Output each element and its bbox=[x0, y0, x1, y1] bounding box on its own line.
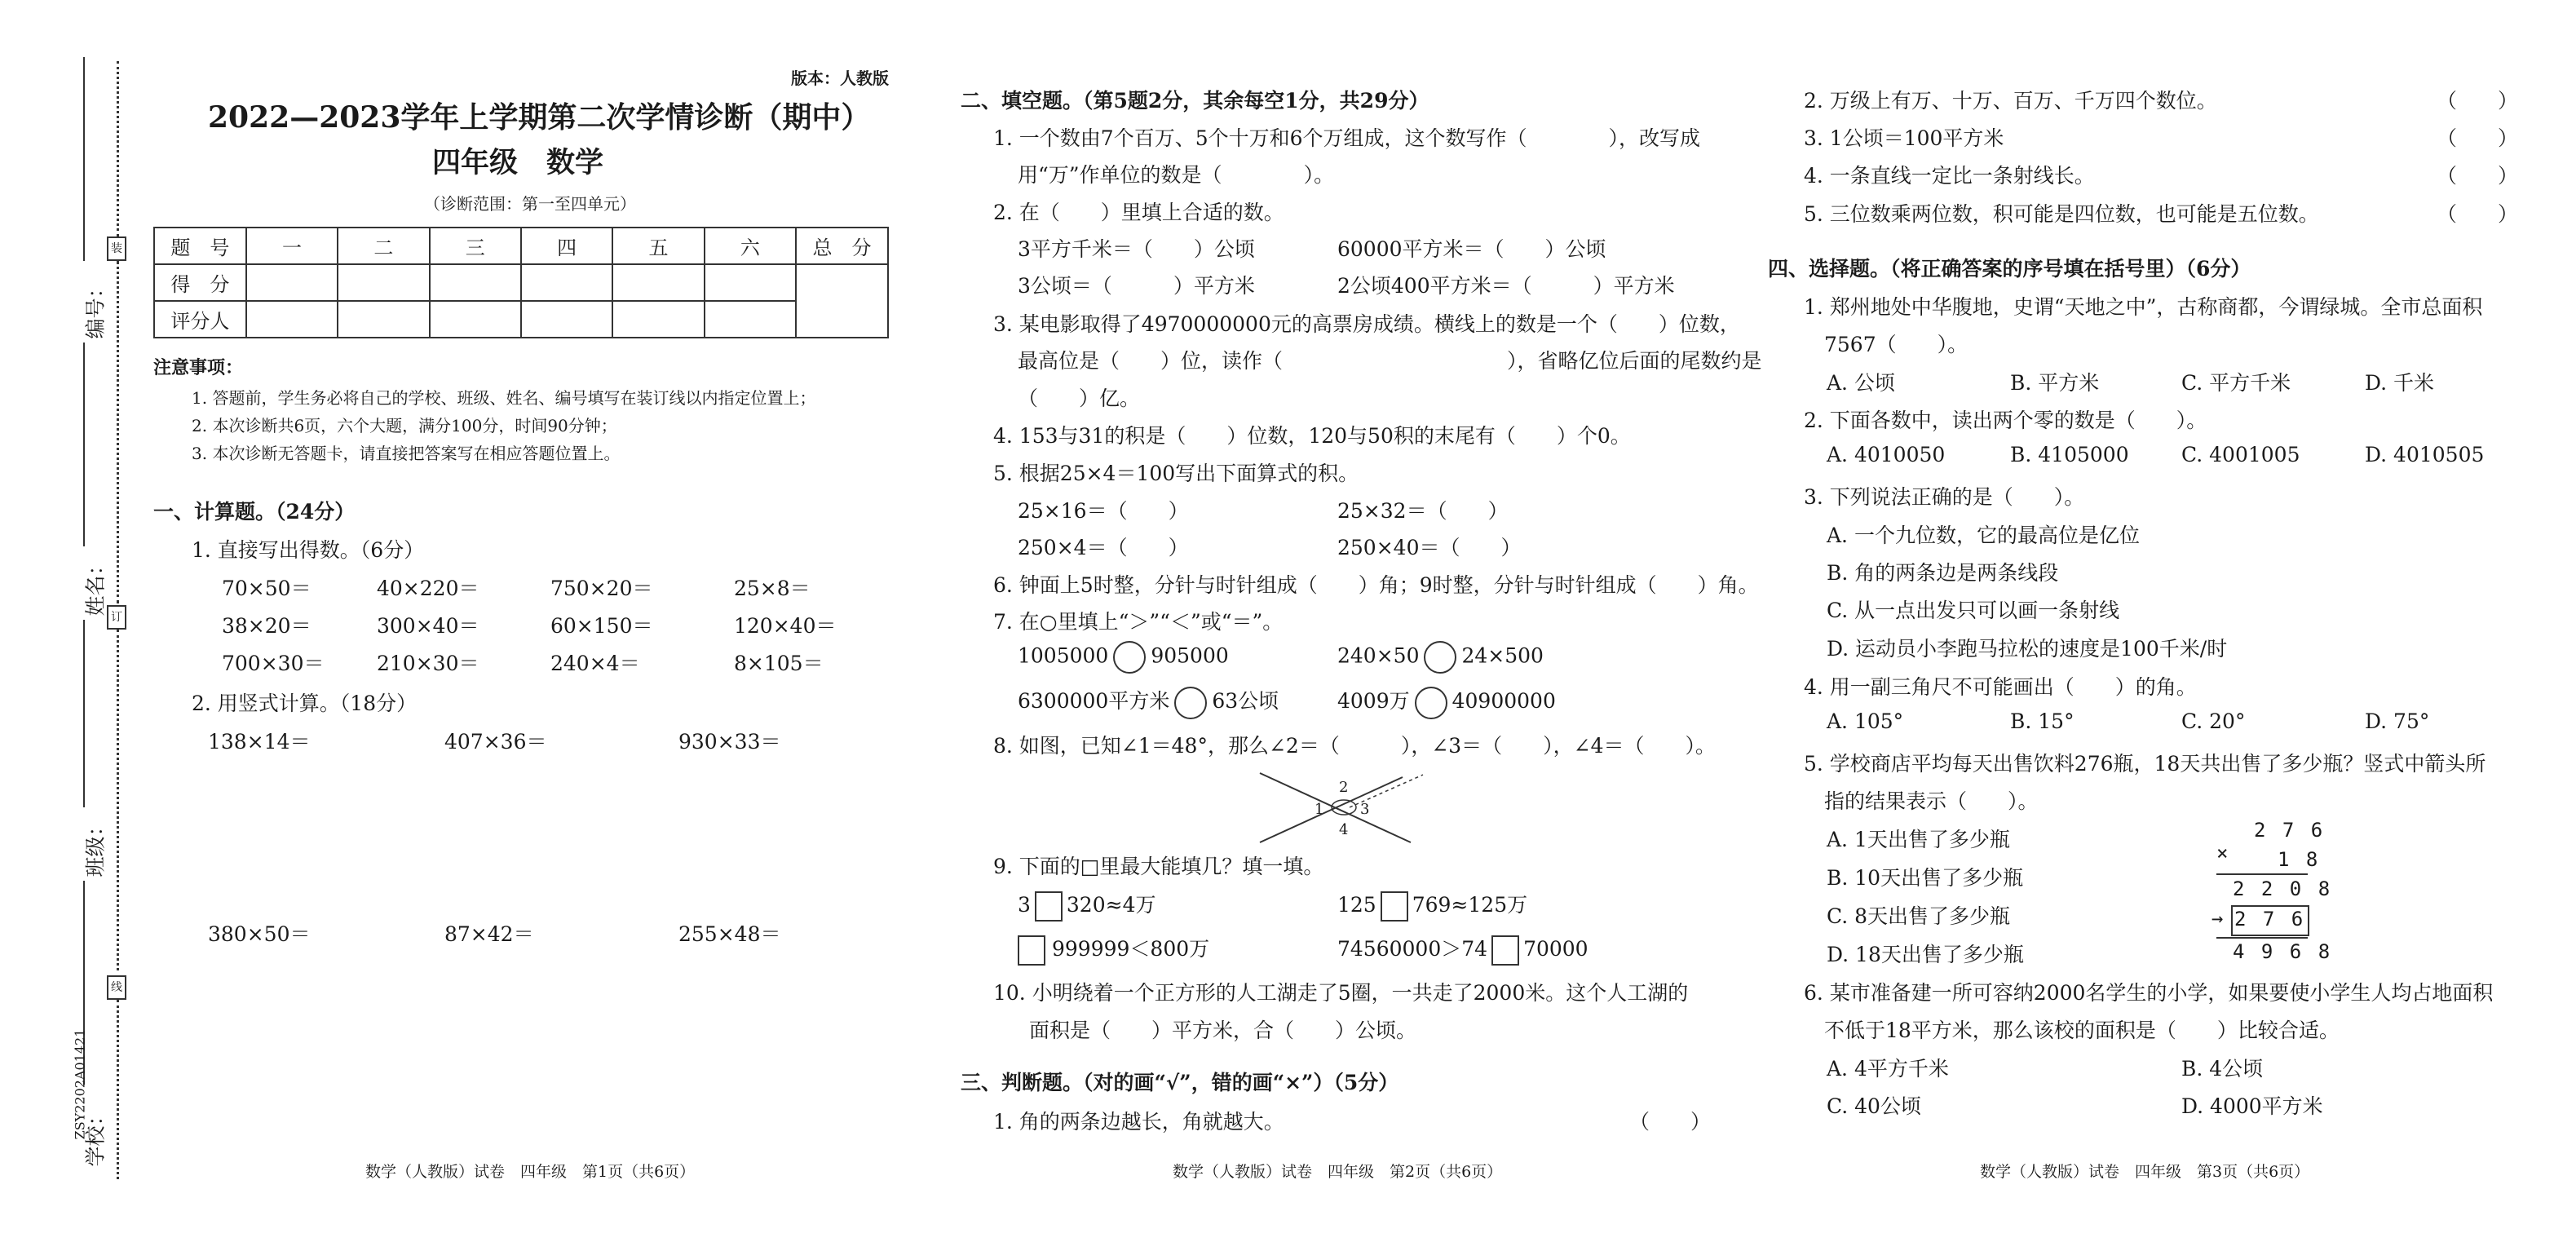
question: 2. 用竖式计算。（18分） bbox=[192, 692, 418, 715]
question: 1. 一个数由7个百万、5个十万和6个万组成，这个数写作（ ），改写成 bbox=[993, 126, 1701, 150]
question: 1. 角的两条边越长，角就越大。 bbox=[993, 1110, 1284, 1134]
compare-circle[interactable] bbox=[1415, 687, 1447, 719]
version-label: 版本：人教版 bbox=[791, 69, 889, 88]
angle-diagram bbox=[1256, 765, 1427, 846]
question: 指的结果表示（ ）。 bbox=[1824, 789, 2039, 813]
question: 4. 一条直线一定比一条射线长。 bbox=[1804, 164, 2095, 188]
exam-title: 2022—2023学年上学期第二次学情诊断（期中） bbox=[208, 100, 871, 135]
question: 3. 1公顷＝100平方米 bbox=[1804, 126, 2004, 150]
fill-box-item bbox=[1018, 933, 1209, 966]
score-input-cell[interactable] bbox=[521, 301, 612, 338]
question: 1. 直接写出得数。（6分） bbox=[192, 538, 425, 562]
score-input-cell[interactable] bbox=[338, 301, 429, 338]
calc-item: 138×14＝ bbox=[208, 730, 311, 754]
answer-box[interactable] bbox=[1018, 935, 1045, 966]
diagram-line bbox=[1260, 777, 1403, 842]
fill-item: 2公顷400平方米＝（ ）平方米 bbox=[1337, 274, 1675, 298]
binding-dotted-line bbox=[117, 630, 119, 970]
option: C. 40公顷 bbox=[1827, 1094, 1921, 1118]
vcalc-op: × bbox=[2216, 842, 2231, 864]
table-cell: 二 bbox=[338, 228, 429, 264]
gutter-field-line bbox=[83, 57, 85, 261]
compare-item bbox=[1018, 641, 1229, 674]
table-cell: 五 bbox=[612, 228, 704, 264]
question: 用“万”作单位的数是（ ）。 bbox=[1018, 163, 1335, 187]
total-score-cell[interactable] bbox=[796, 264, 888, 338]
score-table bbox=[153, 227, 889, 338]
calc-item: 380×50＝ bbox=[208, 922, 311, 946]
answer-box[interactable] bbox=[1035, 891, 1063, 922]
option: D. 4010505 bbox=[2365, 443, 2485, 466]
compare-right: 40900000 bbox=[1451, 689, 1556, 713]
text-part: 999999＜800万 bbox=[1052, 937, 1210, 961]
score-input-cell[interactable] bbox=[612, 264, 704, 301]
vcalc-line: 1 8 bbox=[2278, 848, 2321, 871]
table-cell: 六 bbox=[705, 228, 796, 264]
question: 最高位是（ ）位，读作（ ），省略亿位后面的尾数约是 bbox=[1018, 349, 1762, 373]
score-input-cell[interactable] bbox=[612, 301, 704, 338]
question: 不低于18平方米，那么该校的面积是（ ）比较合适。 bbox=[1824, 1019, 2340, 1042]
table-cell: 四 bbox=[521, 228, 612, 264]
score-input-cell[interactable] bbox=[705, 301, 796, 338]
text-part: 74560000＞74 bbox=[1337, 937, 1488, 961]
question: 4. 153与31的积是（ ）位数，120与50积的末尾有（ ）个0。 bbox=[993, 424, 1631, 448]
gutter-label-id: 编号： bbox=[83, 277, 108, 339]
compare-item bbox=[1337, 685, 1556, 719]
binding-dotted-line bbox=[117, 261, 119, 603]
calc-item: 750×20＝ bbox=[550, 577, 653, 600]
option: B. 10天出售了多少瓶 bbox=[1827, 866, 2024, 890]
calc-item: 60×150＝ bbox=[550, 614, 653, 638]
fill-item: 60000平方米＝（ ）公顷 bbox=[1337, 237, 1606, 261]
calc-item: 300×40＝ bbox=[377, 614, 479, 638]
option: A. 4平方千米 bbox=[1827, 1057, 1949, 1081]
question: 5. 三位数乘两位数，积可能是四位数，也可能是五位数。 bbox=[1804, 202, 2319, 226]
table-cell: 评分人 bbox=[154, 301, 246, 338]
table-cell: 总 分 bbox=[796, 228, 888, 264]
notice-title: 注意事项： bbox=[153, 357, 244, 378]
option: D. 千米 bbox=[2365, 371, 2435, 395]
calc-item: 700×30＝ bbox=[222, 652, 325, 675]
option: A. 105° bbox=[1827, 709, 1904, 733]
angle-label: 1 bbox=[1315, 801, 1324, 818]
page-footer: 数学（人教版）试卷 四年级 第1页（共6页） bbox=[365, 1163, 696, 1181]
angle-label: 3 bbox=[1360, 801, 1370, 818]
score-input-cell[interactable] bbox=[430, 264, 521, 301]
calc-item: 120×40＝ bbox=[734, 614, 837, 638]
compare-circle[interactable] bbox=[1424, 641, 1456, 674]
exam-scope: （诊断范围：第一至四单元） bbox=[424, 194, 636, 214]
table-cell: 得 分 bbox=[154, 264, 246, 301]
option: B. 4105000 bbox=[2010, 443, 2129, 466]
score-input-cell[interactable] bbox=[338, 264, 429, 301]
gutter-field-line bbox=[83, 343, 85, 546]
compare-circle[interactable] bbox=[1113, 641, 1146, 674]
option: D. 4000平方米 bbox=[2181, 1094, 2323, 1118]
gutter-label-class: 班级： bbox=[83, 815, 108, 877]
question: 2. 万级上有万、十万、百万、千万四个数位。 bbox=[1804, 89, 2217, 113]
binding-dotted-line bbox=[117, 1000, 119, 1179]
compare-right: 905000 bbox=[1151, 643, 1229, 668]
calc-item: 240×4＝ bbox=[550, 652, 640, 675]
vcalc-rule bbox=[2216, 873, 2308, 875]
question: 6. 某市准备建一所可容纳2000名学生的小学，如果要使小学生人均占地面积 bbox=[1804, 981, 2494, 1005]
vcalc-rule bbox=[2216, 937, 2308, 939]
calc-item: 210×30＝ bbox=[377, 652, 479, 675]
calc-item: 38×20＝ bbox=[222, 614, 312, 638]
binding-dotted-line bbox=[117, 61, 119, 236]
fill-box-item bbox=[1018, 889, 1155, 922]
angle-label: 4 bbox=[1339, 821, 1349, 838]
fill-box-item bbox=[1337, 933, 1588, 966]
fill-item: 250×40＝（ ） bbox=[1337, 536, 1522, 559]
fill-item: 3公顷＝（ ）平方米 bbox=[1018, 274, 1255, 298]
option: B. 角的两条边是两条线段 bbox=[1827, 561, 2059, 585]
fill-box-item bbox=[1337, 889, 1527, 922]
arrow-icon: → bbox=[2211, 907, 2226, 930]
question: 1. 郑州地处中华腹地，史谓“天地之中”，古称商都，今谓绿城。全市总面积 bbox=[1804, 295, 2483, 319]
page-footer: 数学（人教版）试卷 四年级 第3页（共6页） bbox=[1980, 1163, 2310, 1181]
gutter-label-name: 姓名： bbox=[83, 555, 108, 617]
binding-mark: 订 bbox=[107, 605, 126, 630]
question: 2. 在（ ）里填上合适的数。 bbox=[993, 201, 1284, 224]
binding-mark: 装 bbox=[107, 236, 126, 261]
question: 5. 学校商店平均每天出售饮料276瓶，18天共出售了多少瓶？竖式中箭头所 bbox=[1804, 752, 2486, 776]
fill-item: 3平方千米＝（ ）公顷 bbox=[1018, 237, 1255, 261]
option: C. 从一点出发只可以画一条射线 bbox=[1827, 599, 2120, 622]
question: （ ）亿。 bbox=[1018, 387, 1141, 410]
compare-left: 6300000平方米 bbox=[1018, 689, 1170, 713]
option: A. 一个九位数，它的最高位是亿位 bbox=[1827, 524, 2140, 547]
score-input-cell[interactable] bbox=[521, 264, 612, 301]
notice-item: 2. 本次诊断共6页，六个大题，满分100分，时间90分钟； bbox=[192, 416, 617, 435]
option: C. 8天出售了多少瓶 bbox=[1827, 904, 2011, 928]
paper-code: ZSY2202A01421 bbox=[72, 1028, 88, 1140]
question: 3. 下列说法正确的是（ ）。 bbox=[1804, 485, 2085, 509]
question: 面积是（ ）平方米，合（ ）公顷。 bbox=[1029, 1019, 1417, 1042]
vcalc-line: 2 7 6 bbox=[2254, 819, 2326, 842]
option: C. 20° bbox=[2181, 709, 2246, 733]
gutter-label-school: 学校： bbox=[83, 1105, 108, 1167]
option: D. 运动员小李跑马拉松的速度是100千米/时 bbox=[1827, 637, 2228, 661]
option: B. 平方米 bbox=[2010, 371, 2100, 395]
binding-mark: 线 bbox=[107, 975, 126, 1000]
score-input-cell[interactable] bbox=[430, 301, 521, 338]
question: 9. 下面的□里最大能填几？填一填。 bbox=[993, 855, 1324, 878]
option: B. 4公顷 bbox=[2181, 1057, 2264, 1081]
question: 4. 用一副三角尺不可能画出（ ）的角。 bbox=[1804, 675, 2197, 699]
compare-item bbox=[1337, 641, 1544, 674]
text-part: 769≈125万 bbox=[1412, 893, 1528, 917]
text-part: 125 bbox=[1337, 893, 1376, 917]
fill-item: 25×32＝（ ） bbox=[1337, 499, 1509, 523]
compare-right: 63公顷 bbox=[1212, 689, 1279, 713]
table-cell: 题 号 bbox=[154, 228, 246, 264]
option: D. 18天出售了多少瓶 bbox=[1827, 943, 2024, 966]
question: 3. 某电影取得了4970000000元的高票房成绩。横线上的数是一个（ ）位数， bbox=[993, 312, 1740, 336]
score-table-row bbox=[154, 264, 888, 301]
score-table-header-row bbox=[154, 228, 888, 264]
question: 10. 小明绕着一个正方形的人工湖走了5圈，一共走了2000米。这个人工湖的 bbox=[993, 981, 1689, 1005]
answer-box[interactable] bbox=[1381, 891, 1408, 922]
question: 5. 根据25×4＝100写出下面算式的积。 bbox=[993, 462, 1359, 485]
answer-paren[interactable]: （ ） bbox=[1629, 1110, 1712, 1134]
section-heading: 三、判断题。（对的画“√”，错的画“×”）（5分） bbox=[961, 1071, 1399, 1094]
option: B. 15° bbox=[2010, 709, 2074, 733]
calc-item: 40×220＝ bbox=[377, 577, 479, 600]
section-heading: 二、填空题。（第5题2分，其余每空1分，共29分） bbox=[961, 89, 1429, 113]
option: A. 公顷 bbox=[1827, 371, 1895, 395]
answer-paren[interactable]: （ ） bbox=[2437, 126, 2519, 150]
answer-paren[interactable]: （ ） bbox=[2437, 202, 2519, 226]
option: C. 平方千米 bbox=[2181, 371, 2291, 395]
notice-item: 3. 本次诊断无答题卡，请直接把答案写在相应答题位置上。 bbox=[192, 444, 621, 463]
option: A. 1天出售了多少瓶 bbox=[1827, 828, 2010, 851]
compare-circle[interactable] bbox=[1174, 687, 1207, 719]
text-part: 70000 bbox=[1523, 937, 1588, 961]
page-footer: 数学（人教版）试卷 四年级 第2页（共6页） bbox=[1173, 1163, 1503, 1181]
question: 7567（ ）。 bbox=[1824, 333, 1968, 356]
option: A. 4010050 bbox=[1827, 443, 1946, 466]
angle-label: 2 bbox=[1339, 779, 1349, 796]
score-table-row bbox=[154, 301, 888, 338]
calc-item: 70×50＝ bbox=[222, 577, 312, 600]
section-heading: 四、选择题。（将正确答案的序号填在括号里）（6分） bbox=[1768, 257, 2251, 281]
score-input-cell[interactable] bbox=[246, 264, 338, 301]
vcalc-line: 2 2 0 8 bbox=[2233, 877, 2333, 900]
option: D. 75° bbox=[2365, 709, 2430, 733]
table-cell: 一 bbox=[246, 228, 338, 264]
fill-item: 25×16＝（ ） bbox=[1018, 499, 1189, 523]
gutter-field-line bbox=[83, 620, 85, 807]
calc-item: 25×8＝ bbox=[734, 577, 811, 600]
vcalc-line: 4 9 6 8 bbox=[2233, 940, 2333, 963]
text-part: 320≈4万 bbox=[1066, 893, 1156, 917]
answer-paren[interactable]: （ ） bbox=[2437, 89, 2519, 113]
calc-item: 8×105＝ bbox=[734, 652, 824, 675]
compare-item bbox=[1018, 685, 1279, 719]
table-cell: 三 bbox=[430, 228, 521, 264]
text-part: 3 bbox=[1018, 893, 1031, 917]
question: 8. 如图，已知∠1＝48°，那么∠2＝（ ），∠3＝（ ），∠4＝（ ）。 bbox=[993, 734, 1717, 758]
option: C. 4001005 bbox=[2181, 443, 2300, 466]
compare-left: 240×50 bbox=[1337, 643, 1420, 668]
answer-paren[interactable]: （ ） bbox=[2437, 164, 2519, 188]
score-input-cell[interactable] bbox=[705, 264, 796, 301]
calc-item: 407×36＝ bbox=[444, 730, 547, 754]
question: 2. 下面各数中，读出两个零的数是（ ）。 bbox=[1804, 409, 2207, 432]
calc-item: 87×42＝ bbox=[444, 922, 534, 946]
compare-left: 4009万 bbox=[1337, 689, 1410, 713]
notice-item: 1. 答题前，学生务必将自己的学校、班级、姓名、编号填写在装订线以内指定位置上； bbox=[192, 388, 816, 408]
section-heading: 一、计算题。（24分） bbox=[153, 500, 356, 524]
answer-box[interactable] bbox=[1491, 935, 1519, 966]
question: 7. 在○里填上“＞”“＜”或“＝”。 bbox=[993, 610, 1284, 634]
score-input-cell[interactable] bbox=[246, 301, 338, 338]
fill-item: 250×4＝（ ） bbox=[1018, 536, 1189, 559]
exam-subtitle: 四年级 数学 bbox=[432, 146, 604, 179]
compare-right: 24×500 bbox=[1461, 643, 1544, 668]
compare-left: 1005000 bbox=[1018, 643, 1109, 668]
question: 6. 钟面上5时整，分针与时针组成（ ）角；9时整，分针与时针组成（ ）角。 bbox=[993, 573, 1759, 597]
calc-item: 930×33＝ bbox=[678, 730, 781, 754]
calc-item: 255×48＝ bbox=[678, 922, 781, 946]
vcalc-line: 2 7 6 bbox=[2234, 908, 2306, 930]
